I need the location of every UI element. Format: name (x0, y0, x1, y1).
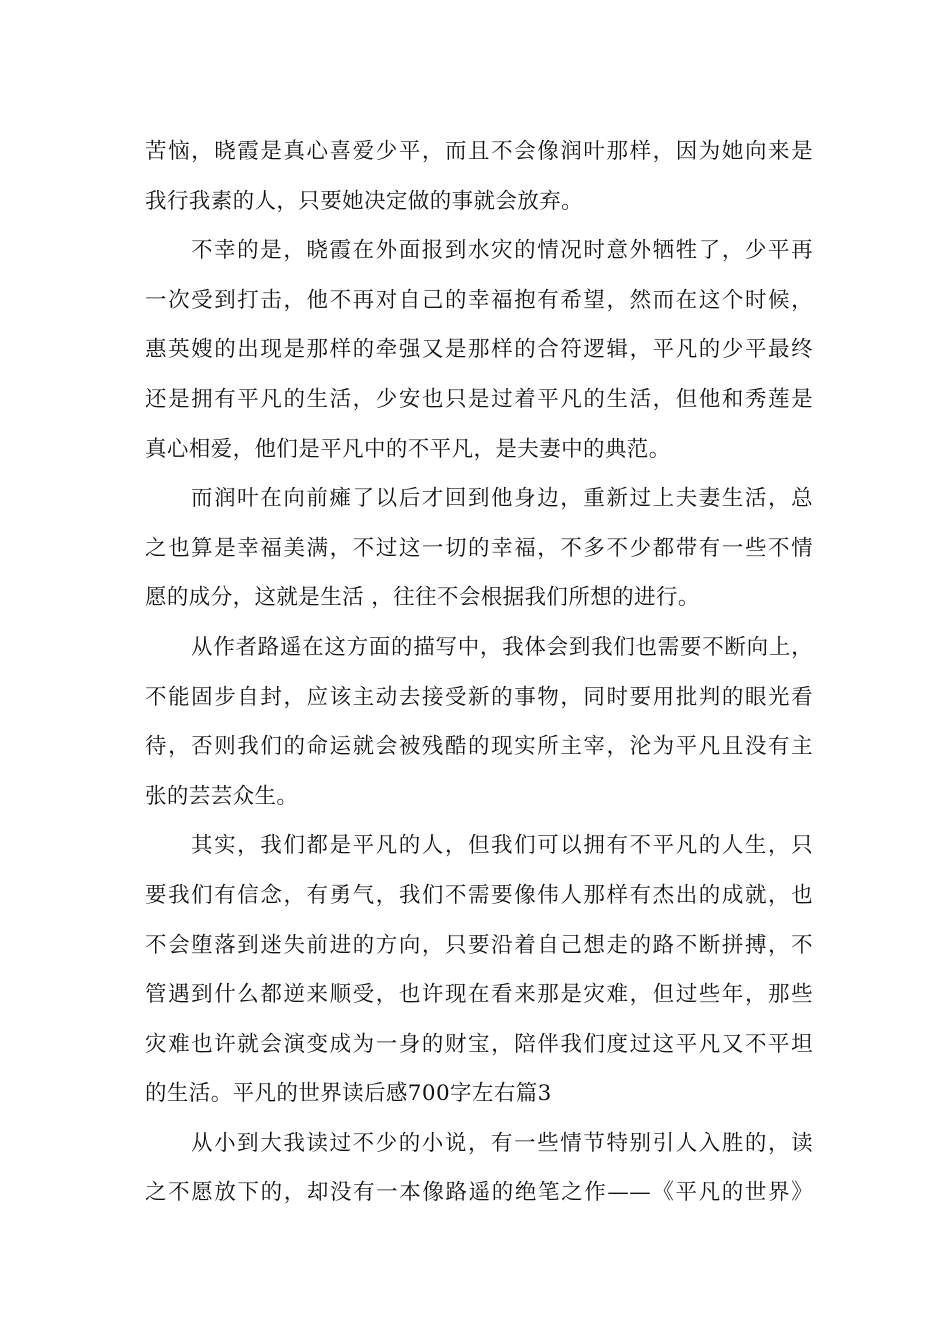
text-line: 不会堕落到迷失前进的方向，只要沿着自己想走的路不断拼搏，不 (145, 932, 813, 958)
text-line: 灾难也许就会演变成为一身的财宝，陪伴我们度过这平凡又不平坦 (145, 1031, 813, 1057)
text-line: 不能固步自封，应该主动去接受新的事物，同时要用批判的眼光看 (145, 684, 813, 710)
text-line: 待，否则我们的命运就会被残酷的现实所主宰，沦为平凡且没有主 (145, 734, 813, 760)
text-line: 要我们有信念，有勇气，我们不需要像伟人那样有杰出的成就，也 (145, 882, 813, 908)
text-line: 我行我素的人，只要她决定做的事就会放弃。 (145, 188, 584, 214)
text-line: 张的芸芸众生。 (145, 783, 299, 809)
text-line: 惠英嫂的出现是那样的牵强又是那样的合符逻辑，平凡的少平最终 (145, 337, 813, 363)
text-line: 之也算是幸福美满，不过这一切的幸福，不多不少都带有一些不情 (145, 535, 813, 561)
text-line: 愿的成分，这就是生活 ，往往不会根据我们所想的进行。 (145, 585, 700, 611)
text-line: 一次受到打击，他不再对自己的幸福抱有希望，然而在这个时候， (145, 287, 813, 313)
paragraph-first-line: 不幸的是，晓霞在外面报到水灾的情况时意外牺牲了，少平再 (191, 238, 813, 264)
paragraph-first-line: 而润叶在向前瘫了以后才回到他身边，重新过上夫妻生活，总 (191, 486, 813, 512)
paragraph-first-line: 从作者路遥在这方面的描写中，我体会到我们也需要不断向上， (191, 634, 813, 660)
text-line: 管遇到什么都逆来顺受，也许现在看来那是灾难，但过些年，那些 (145, 982, 813, 1008)
text-line: 的生活。平凡的世界读后感700字左右篇3 (145, 1081, 552, 1107)
paragraph-first-line: 从小到大我读过不少的小说，有一些情节特别引人入胜的，读 (191, 1130, 813, 1156)
text-line: 之不愿放下的，却没有一本像路遥的绝笔之作——《平凡的世界》 (145, 1180, 813, 1206)
text-line: 苦恼，晓霞是真心喜爱少平，而且不会像润叶那样，因为她向来是 (145, 139, 813, 164)
text-line: 还是拥有平凡的生活，少安也只是过着平凡的生活，但他和秀莲是 (145, 386, 813, 412)
text-line: 真心相爱，他们是平凡中的不平凡，是夫妻中的典范。 (145, 436, 671, 462)
paragraph-first-line: 其实，我们都是平凡的人，但我们可以拥有不平凡的人生，只 (191, 833, 813, 859)
body-text (145, 127, 813, 1218)
